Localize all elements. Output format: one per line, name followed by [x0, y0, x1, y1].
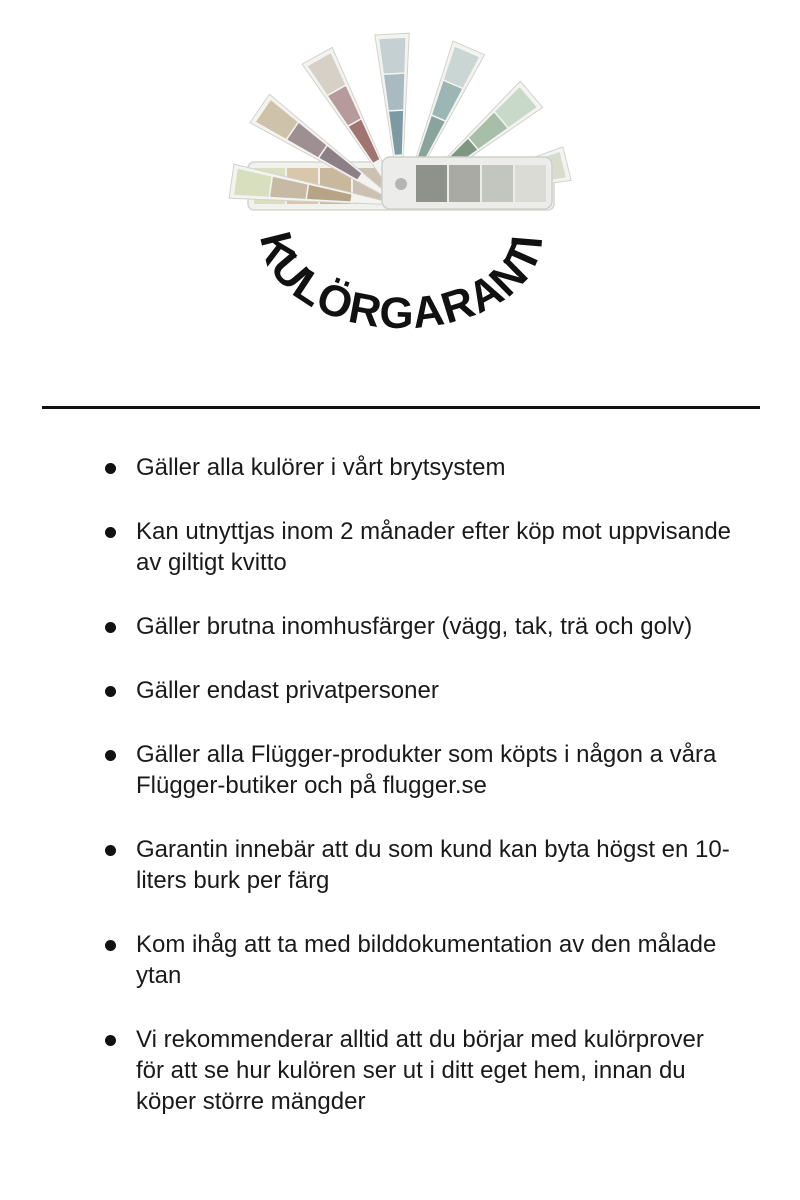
list-item	[96, 1024, 736, 1117]
bullet-icon	[105, 686, 116, 697]
list-item	[96, 675, 736, 706]
list-item	[96, 739, 736, 801]
list-item-text: Gäller endast privatpersoner	[136, 677, 439, 704]
strip-swatch	[515, 165, 546, 202]
section-divider	[42, 406, 760, 409]
list-item-text: Gäller brutna inomhusfärger (vägg, tak, trä och golv)	[136, 613, 693, 640]
strip-swatch	[482, 165, 513, 202]
list-item-text: Kan utnyttjas inom 2 månader efter köp mot uppvisande av giltigt kvitto	[136, 518, 732, 576]
strip-swatch	[416, 165, 447, 202]
bullet-icon	[105, 622, 116, 633]
color-fan-deck	[229, 33, 571, 210]
list-item-text: Garantin innebär att du som kund kan byta högst en 10-liters burk per färg	[136, 836, 730, 894]
bullet-icon	[105, 463, 116, 474]
fan-swatch	[348, 119, 380, 164]
list-item	[96, 452, 736, 483]
list-item-text: Vi rekommenderar alltid att du börjar med kulörprover för att se hur kulören ser ut i ditt eget hem, innan du köper större mängder	[136, 1026, 704, 1115]
wordmark: KULÖRGARANTI	[250, 226, 553, 339]
fan-swatch	[417, 115, 446, 161]
bullet-icon	[105, 1035, 116, 1046]
list-item-text: Gäller alla kulörer i vårt brytsystem	[136, 454, 506, 481]
fan-swatch	[378, 37, 406, 74]
bullet-icon	[105, 940, 116, 951]
bullet-icon	[105, 750, 116, 761]
guarantee-terms-list	[96, 452, 736, 1150]
list-item	[96, 516, 736, 578]
list-item	[96, 929, 736, 991]
fan-swatch	[388, 110, 404, 155]
fan-pivot-icon	[395, 178, 407, 190]
bullet-icon	[105, 527, 116, 538]
strip-swatch	[449, 165, 480, 202]
list-item-text: Kom ihåg att ta med bilddokumentation av den målade ytan	[136, 931, 717, 989]
list-item	[96, 834, 736, 896]
bullet-icon	[105, 845, 116, 856]
list-item	[96, 611, 736, 642]
kulorgaranti-logo	[0, 0, 800, 380]
list-item-text: Gäller alla Flügger-produkter som köpts i någon a våra Flügger-butiker och på flugger.se	[136, 741, 717, 799]
